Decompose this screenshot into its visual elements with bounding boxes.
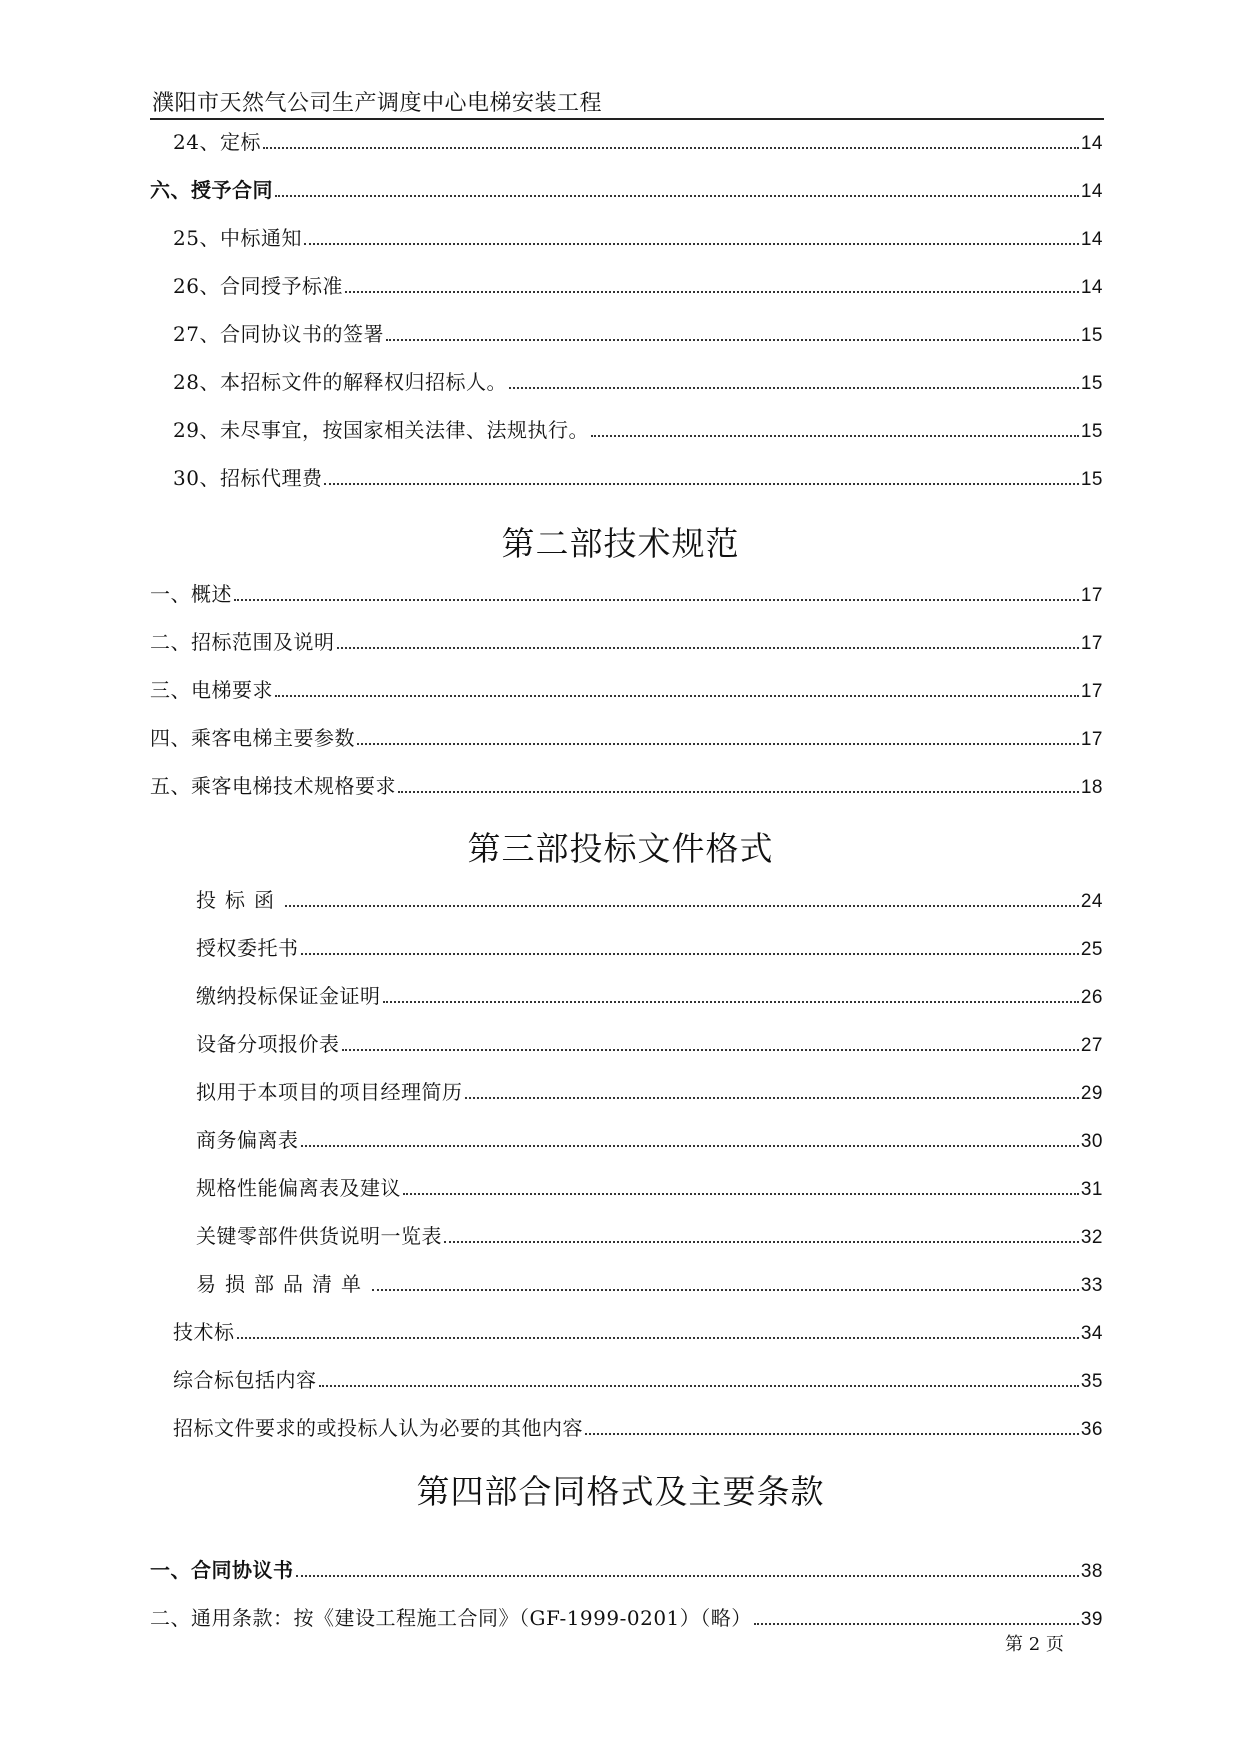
leader-dots	[263, 146, 1079, 149]
toc-entry-page: 17	[1080, 681, 1103, 702]
toc-entry-page: 15	[1080, 325, 1103, 346]
leader-dots	[398, 790, 1079, 793]
toc-entry[interactable]	[173, 126, 1103, 154]
toc-entry[interactable]	[196, 980, 1103, 1008]
toc-entry-label: 四、乘客电梯主要参数	[150, 726, 355, 750]
toc-entry-page: 25	[1080, 939, 1103, 960]
toc-entry[interactable]	[150, 722, 1103, 750]
toc-entry-label: 缴纳投标保证金证明	[196, 984, 381, 1008]
leader-dots	[237, 1336, 1079, 1339]
toc-entry[interactable]	[173, 1316, 1103, 1344]
toc-entry-page: 33	[1080, 1275, 1103, 1296]
leader-dots	[386, 338, 1079, 341]
toc-entry-label: 拟用于本项目的项目经理简历	[196, 1080, 463, 1104]
toc-entry-label: 一、合同协议书	[150, 1558, 294, 1582]
toc-entry-label: 二、通用条款：按《建设工程施工合同》（GF-1999-0201）（略）	[150, 1606, 752, 1630]
section-heading: 第三部投标文件格式	[467, 829, 774, 868]
toc-entry[interactable]	[196, 932, 1103, 960]
toc-entry-page: 32	[1080, 1227, 1103, 1248]
toc-entry-label: 一、概述	[150, 582, 232, 606]
toc-entry-label: 技术标	[173, 1320, 235, 1344]
leader-dots	[591, 434, 1079, 437]
toc-entry-page: 31	[1080, 1179, 1103, 1200]
toc-entry[interactable]	[173, 414, 1103, 442]
toc-entry-label: 设备分项报价表	[196, 1032, 340, 1056]
toc-entry-page: 15	[1080, 469, 1103, 490]
toc-entry[interactable]	[173, 366, 1103, 394]
leader-dots	[275, 694, 1079, 697]
header-divider	[150, 118, 1104, 120]
leader-dots	[754, 1622, 1079, 1625]
leader-dots	[304, 242, 1079, 245]
toc-entry[interactable]	[173, 270, 1103, 298]
toc-entry[interactable]	[150, 1602, 1103, 1630]
toc-entry[interactable]	[173, 1364, 1103, 1392]
toc-entry-page: 14	[1080, 277, 1103, 298]
leader-dots	[383, 1000, 1079, 1003]
toc-entry-page: 15	[1080, 421, 1103, 442]
toc-entry-label: 二、招标范围及说明	[150, 630, 335, 654]
toc-entry-page: 29	[1080, 1083, 1103, 1104]
toc-entry-page: 15	[1080, 373, 1103, 394]
toc-entry-page: 14	[1080, 133, 1103, 154]
toc-entry[interactable]	[150, 770, 1103, 798]
toc-entry-label: 招标文件要求的或投标人认为必要的其他内容	[173, 1416, 583, 1440]
leader-dots	[324, 482, 1078, 485]
leader-dots	[301, 1144, 1079, 1147]
toc-entry[interactable]	[173, 222, 1103, 250]
toc-entry-label: 三、电梯要求	[150, 678, 273, 702]
toc-entry-page: 27	[1080, 1035, 1103, 1056]
toc-entry[interactable]	[173, 462, 1103, 490]
toc-entry[interactable]	[196, 1220, 1103, 1248]
toc-entry-page: 30	[1080, 1131, 1103, 1152]
toc-entry-label: 关键零部件供货说明一览表	[196, 1224, 442, 1248]
leader-dots	[357, 742, 1079, 745]
toc-entry-page: 38	[1080, 1561, 1103, 1582]
toc-entry-label: 24、定标	[173, 130, 261, 154]
toc-entry-label: 商务偏离表	[196, 1128, 299, 1152]
toc-entry[interactable]	[150, 626, 1103, 654]
toc-entry[interactable]	[173, 318, 1103, 346]
toc-entry[interactable]	[196, 1076, 1103, 1104]
toc-entry-label: 六、授予合同	[150, 178, 273, 202]
toc-entry[interactable]	[150, 174, 1103, 202]
toc-entry-label: 29、未尽事宜，按国家相关法律、法规执行。	[173, 418, 589, 442]
toc-entry[interactable]	[196, 1028, 1103, 1056]
toc-entry[interactable]	[196, 884, 1103, 912]
toc-entry-page: 18	[1080, 777, 1103, 798]
toc-entry-page: 39	[1080, 1609, 1103, 1630]
toc-entry[interactable]	[173, 1412, 1103, 1440]
toc-entry-page: 34	[1080, 1323, 1103, 1344]
toc-entry[interactable]	[196, 1268, 1103, 1296]
toc-entry[interactable]	[196, 1124, 1103, 1152]
toc-entry-page: 26	[1080, 987, 1103, 1008]
section-heading: 第二部技术规范	[501, 524, 740, 563]
toc-entry[interactable]	[196, 1172, 1103, 1200]
leader-dots	[285, 904, 1079, 907]
toc-entry-label: 26、合同授予标准	[173, 274, 343, 298]
leader-dots	[319, 1384, 1079, 1387]
leader-dots	[342, 1048, 1079, 1051]
toc-entry[interactable]	[150, 578, 1103, 606]
toc-entry-page: 17	[1080, 729, 1103, 750]
toc-entry-page: 14	[1080, 181, 1103, 202]
leader-dots	[403, 1192, 1079, 1195]
leader-dots	[585, 1432, 1079, 1435]
document-header-title: 濮阳市天然气公司生产调度中心电梯安装工程	[152, 91, 603, 116]
toc-entry-page: 35	[1080, 1371, 1103, 1392]
toc-entry-label: 27、合同协议书的签署	[173, 322, 384, 346]
page-number: 第 2 页	[1005, 1634, 1064, 1655]
toc-entry-label: 投标函	[196, 888, 283, 912]
toc-entry[interactable]	[150, 674, 1103, 702]
toc-entry-page: 17	[1080, 585, 1103, 606]
toc-entry-label: 五、乘客电梯技术规格要求	[150, 774, 396, 798]
toc-entry-page: 14	[1080, 229, 1103, 250]
toc-entry-label: 30、招标代理费	[173, 466, 323, 490]
toc-entry-page: 24	[1080, 891, 1103, 912]
leader-dots	[372, 1288, 1079, 1291]
toc-entry-label: 28、本招标文件的解释权归招标人。	[173, 370, 507, 394]
leader-dots	[444, 1240, 1079, 1243]
toc-entry-label: 25、中标通知	[173, 226, 302, 250]
toc-entry-label: 综合标包括内容	[173, 1368, 317, 1392]
toc-entry-label: 规格性能偏离表及建议	[196, 1176, 401, 1200]
toc-entry[interactable]	[150, 1554, 1103, 1582]
leader-dots	[337, 646, 1079, 649]
leader-dots	[275, 194, 1079, 197]
leader-dots	[234, 598, 1079, 601]
section-heading: 第四部合同格式及主要条款	[416, 1472, 825, 1511]
toc-entry-page: 36	[1080, 1419, 1103, 1440]
leader-dots	[301, 952, 1079, 955]
leader-dots	[296, 1574, 1079, 1577]
toc-entry-label: 易损部品清单	[196, 1272, 370, 1296]
leader-dots	[465, 1096, 1079, 1099]
leader-dots	[509, 386, 1079, 389]
toc-entry-label: 授权委托书	[196, 936, 299, 960]
toc-entry-page: 17	[1080, 633, 1103, 654]
leader-dots	[345, 290, 1079, 293]
